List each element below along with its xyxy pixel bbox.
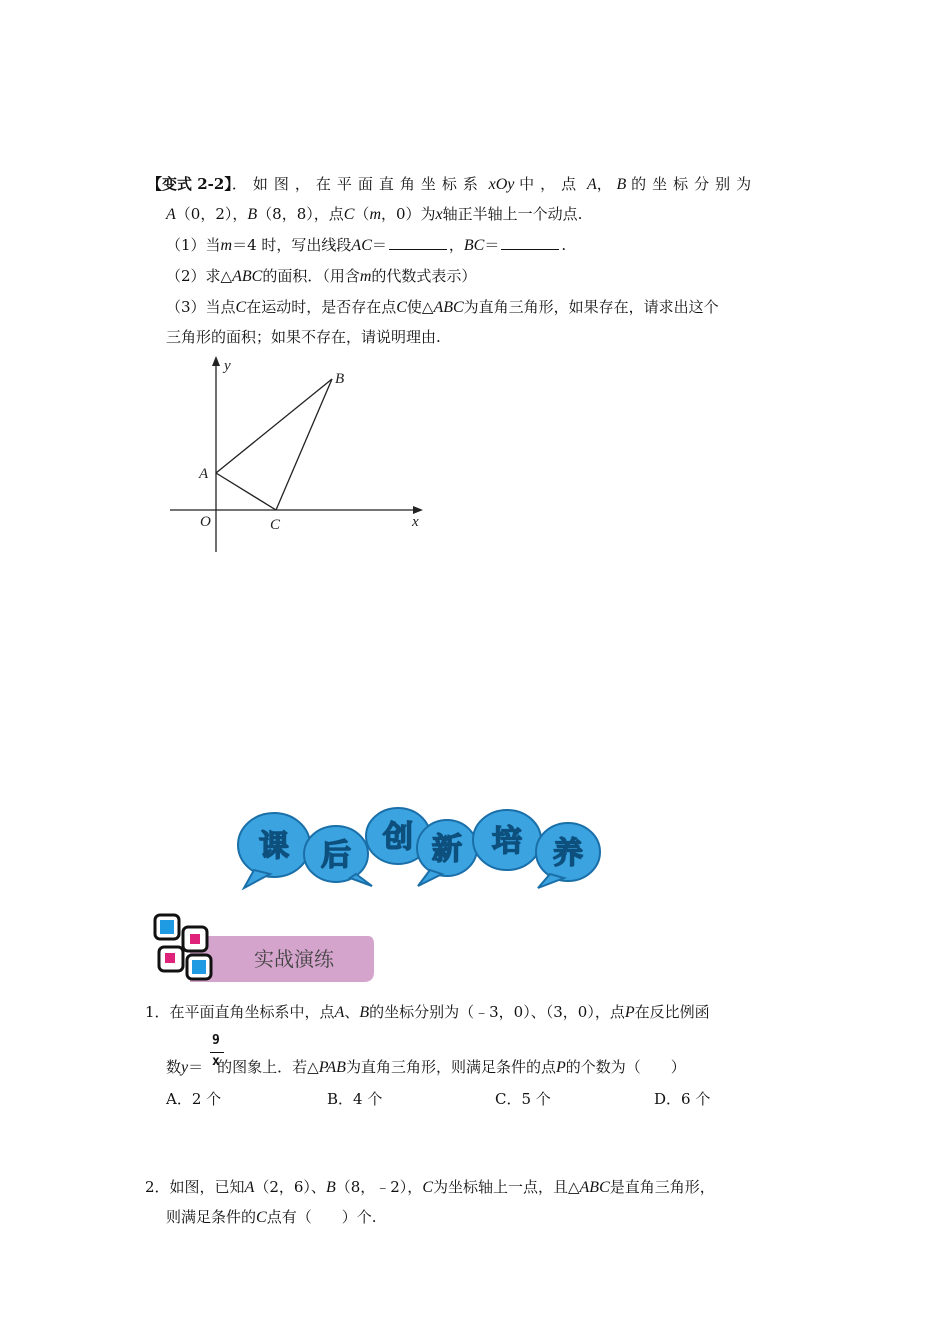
option-c[interactable]: C．5 个 (495, 1090, 551, 1108)
option-b[interactable]: B．4 个 (327, 1090, 383, 1108)
segment-ac (216, 473, 276, 510)
icon-fill-pink-2 (165, 953, 175, 963)
label-a: A (199, 466, 209, 482)
option-d[interactable]: D．6 个 (654, 1090, 711, 1108)
label-c: C (270, 517, 281, 533)
banner-tail-1 (244, 870, 270, 888)
icon-fill-blue-1 (160, 920, 174, 934)
icon-fill-blue-2 (192, 960, 206, 974)
label-x: x (412, 514, 419, 530)
banner-char-2: 后 (321, 838, 351, 873)
banner-char-6: 养 (553, 836, 583, 871)
problem-1-number: 1． (145, 1003, 170, 1021)
section-heading (150, 912, 380, 987)
banner-tail-2 (350, 874, 372, 886)
segment-bc (276, 379, 332, 510)
question-3-cont: 三角形的面积；如果不存在，请说明理由. (166, 328, 441, 346)
banner-after-class-innovation (232, 800, 612, 892)
option-a[interactable]: A．2 个 (166, 1090, 222, 1108)
fraction-numerator: 9 (212, 1033, 220, 1048)
answer-blank-bc[interactable] (501, 235, 559, 250)
y-axis-arrow (212, 356, 220, 366)
answer-blank-ac[interactable] (389, 235, 447, 250)
banner-char-4: 新 (432, 832, 462, 867)
problem-2-number: 2． (145, 1178, 170, 1196)
problem-1-line-1: 1．在平面直角坐标系中，点A、B的坐标分别为（﹣3，0）、（3，0），点P在反比例函 (145, 1003, 710, 1021)
variant-line-2: A（0，2），B（8，8），点C（m，0）为x轴正半轴上一个动点. (166, 205, 583, 223)
question-1: （1）当m＝4 时，写出线段AC＝ ，BC＝ . (166, 236, 567, 254)
problem-1-line-2: 数y＝ 的图象上．若△PAB为直角三角形，则满足条件的点P的个数为（ ） (166, 1058, 686, 1076)
fraction-denominator: x (212, 1054, 220, 1069)
variant-tag: 【变式 2-2】 (147, 175, 232, 193)
question-3: （3）当点C在运动时，是否存在点C使△ABC为直角三角形，如果存在，请求出这个 (166, 298, 719, 316)
label-b: B (335, 371, 345, 387)
problem-2-line-2: 则满足条件的C点有（ ）个. (166, 1208, 377, 1226)
banner-char-5: 培 (492, 824, 522, 859)
section-title: 实战演练 (254, 947, 334, 971)
segment-ab (216, 379, 332, 473)
problem-2-line-1: 2．如图，已知A（2，6）、B（8，﹣2），C为坐标轴上一点，且△ABC是直角三角形， (145, 1178, 715, 1196)
variant-line-1: 【变式 2-2】．如图，在平面直角坐标系 xOy 中，点 A， B 的坐标分别为 (147, 175, 758, 193)
x-axis-arrow (413, 506, 423, 514)
label-y: y (224, 358, 231, 374)
label-o: O (200, 514, 211, 530)
banner-tail-4 (418, 870, 442, 886)
banner-char-3: 创 (383, 820, 413, 855)
banner-char-1: 课 (259, 829, 289, 864)
icon-fill-pink-1 (190, 934, 200, 944)
question-2: （2）求△ABC的面积．（用含m的代数式表示） (166, 267, 477, 285)
fraction-bar (210, 1052, 224, 1053)
coordinate-figure (165, 352, 435, 557)
